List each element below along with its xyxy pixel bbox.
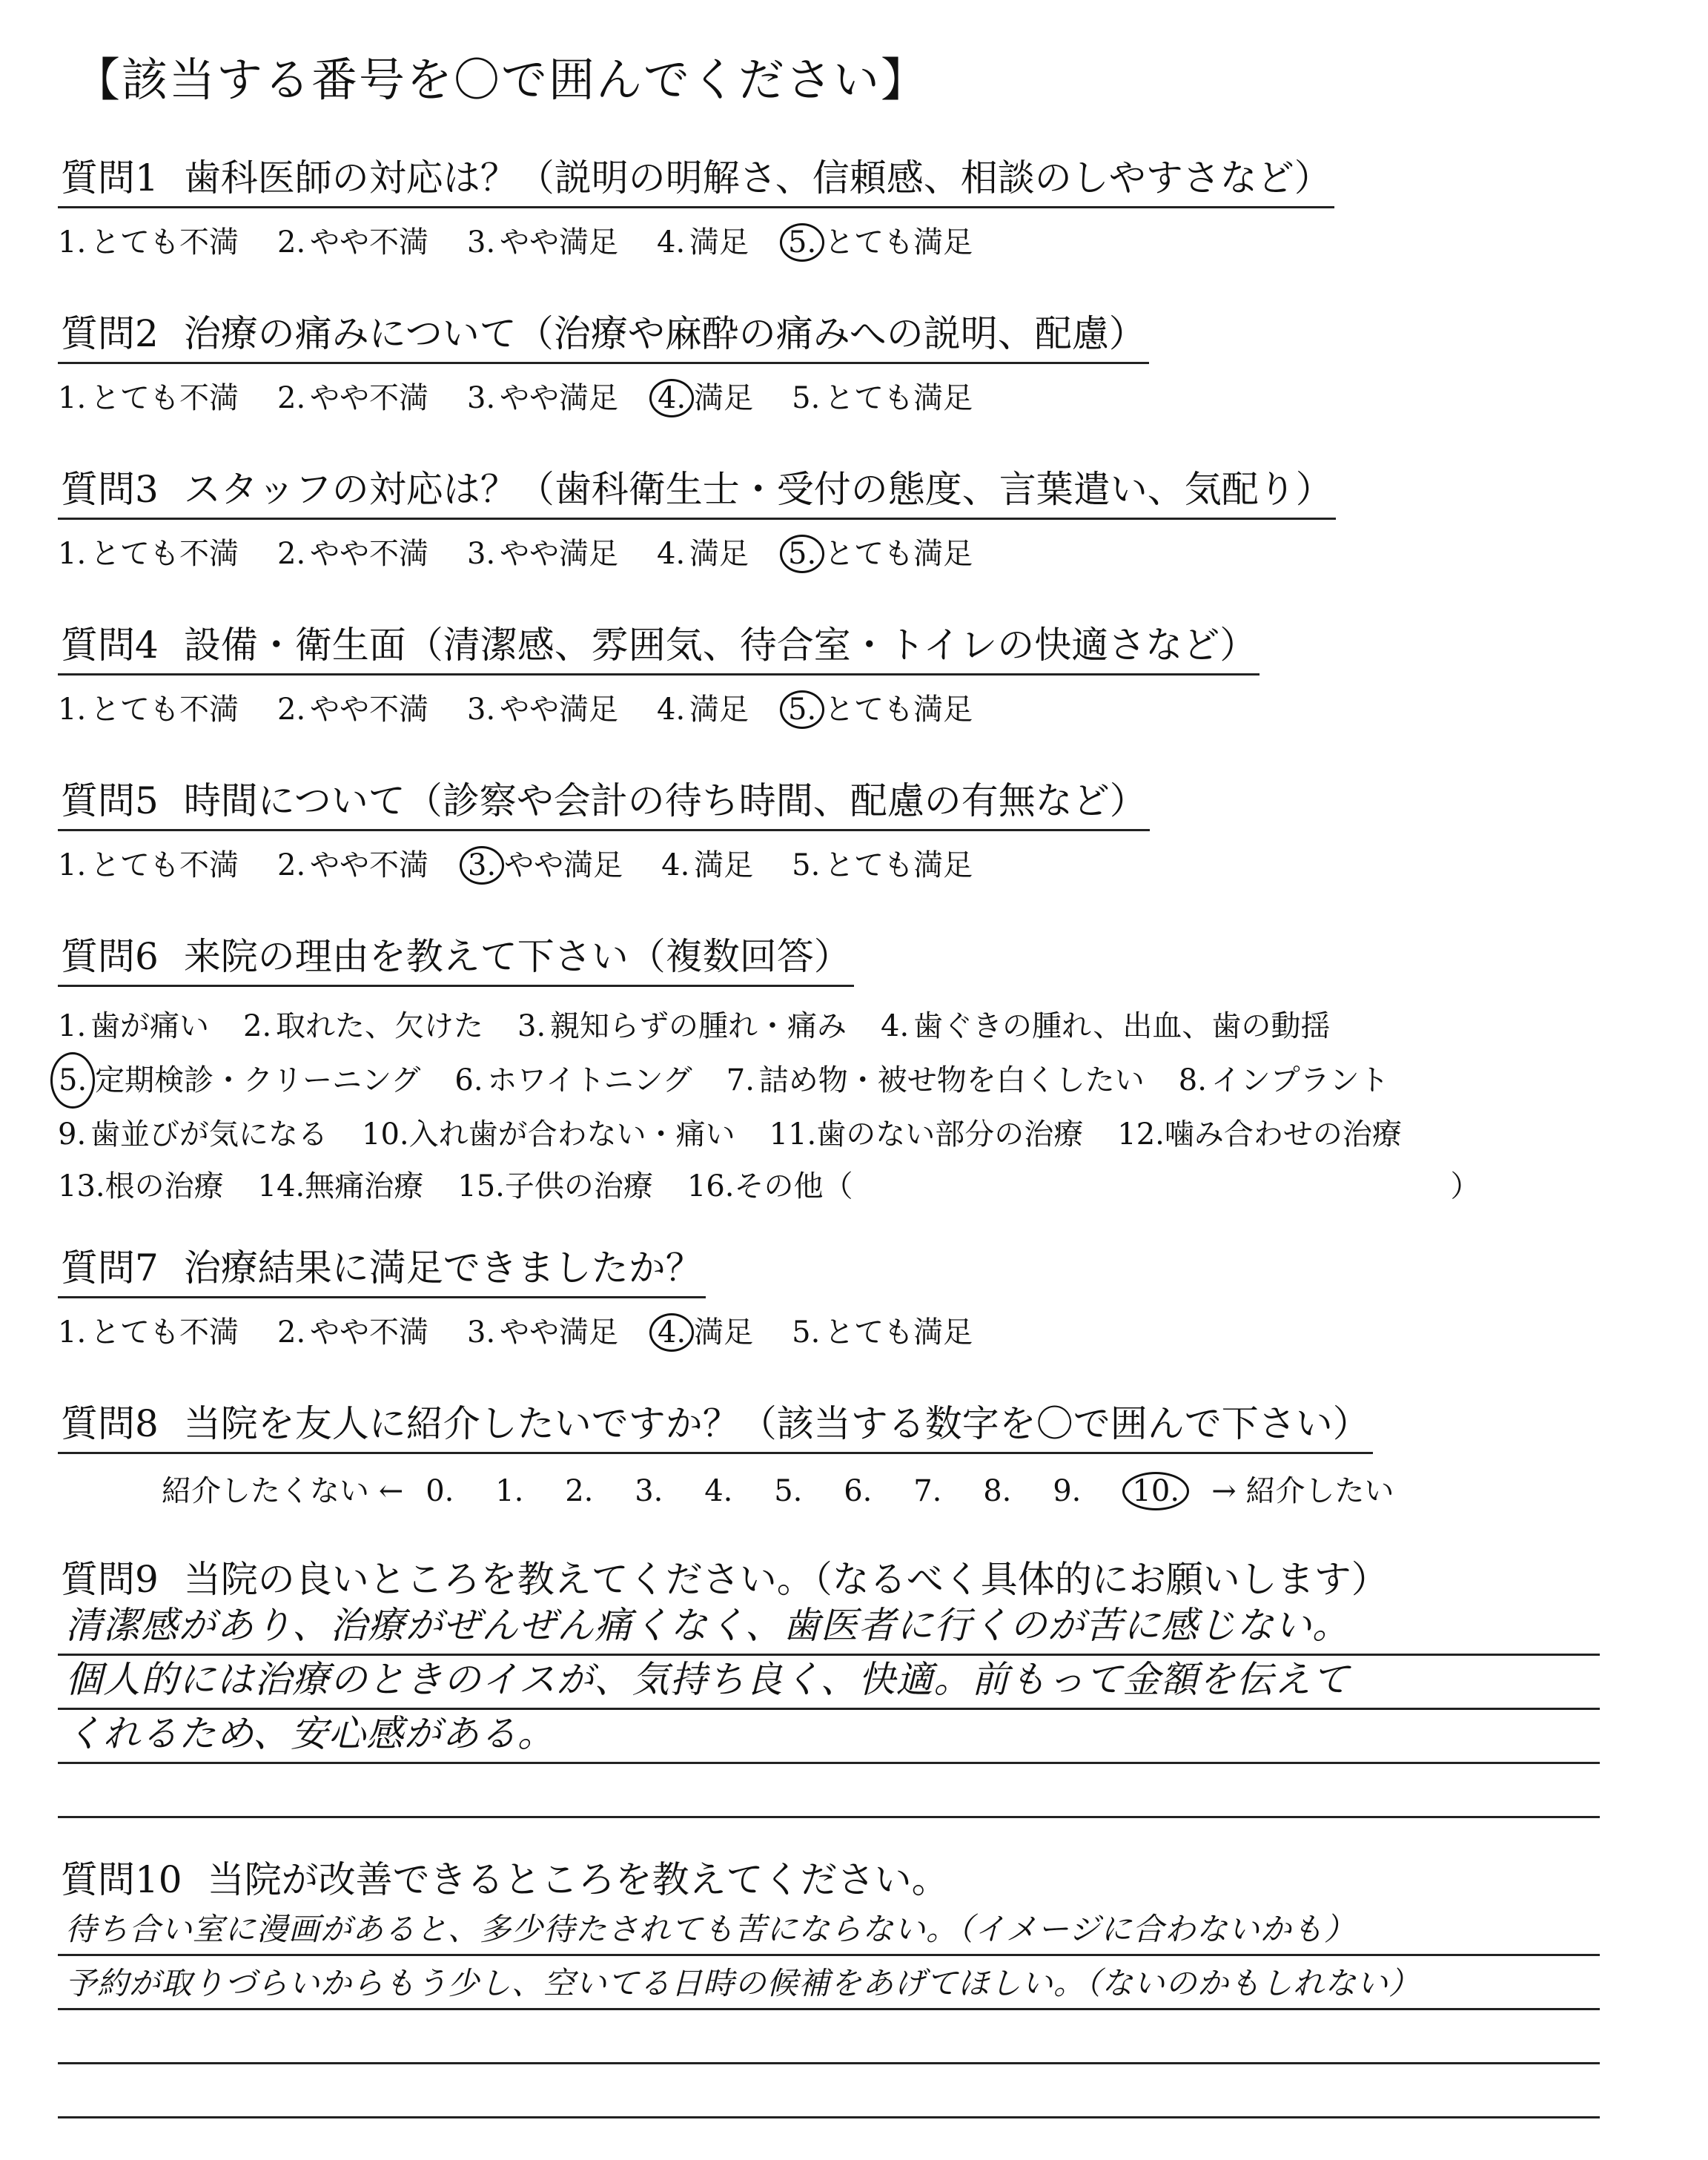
answer-options (58, 219, 1652, 262)
option-number: 7. (726, 1063, 755, 1097)
option-number: 1. (58, 225, 87, 260)
answer-option[interactable] (657, 219, 749, 261)
option-number: 1. (58, 1315, 87, 1350)
option-label: とても満足 (824, 381, 973, 415)
answer-option[interactable] (657, 530, 749, 572)
scale-point[interactable]: 10. (1122, 1472, 1189, 1510)
option-label: その他（ (734, 1169, 853, 1203)
question-text: 当院の良いところを教えてください。（なるべく具体的にお願いします） (183, 1558, 1388, 1601)
question-number: 質問2 (61, 312, 159, 355)
option-label: やや満足 (500, 225, 618, 260)
option-number: 3. (517, 1009, 546, 1043)
handwritten-answer: 清潔感があり、治療がぜんぜん痛くなく、歯医者に行くのが苦に感じない。 (65, 1604, 1350, 1647)
option-label: とても満足 (824, 225, 973, 260)
option-number: 5. (780, 690, 824, 729)
question-text: 治療結果に満足できましたか？ (183, 1246, 703, 1289)
scale-point[interactable]: 4. (704, 1474, 733, 1508)
option-number: 3. (467, 537, 496, 571)
option-number: 2. (277, 693, 306, 727)
answer-option[interactable] (277, 842, 428, 884)
answer-option[interactable] (661, 842, 753, 884)
question-4 (58, 615, 1652, 729)
question-title (58, 148, 1334, 208)
reason-options (58, 1000, 1652, 1212)
option-label: 定期検診・クリーニング (95, 1063, 421, 1097)
page-header: 【該当する番号を〇で囲んでください】 (74, 53, 929, 107)
question-number: 質問4 (61, 624, 159, 667)
reason-option[interactable] (517, 1000, 847, 1052)
handwritten-answer: くれるため、安心感がある。 (65, 1712, 555, 1755)
option-number: 1. (58, 1009, 87, 1043)
option-number: 13. (58, 1169, 105, 1203)
reason-row (58, 1160, 1652, 1212)
answer-options (58, 374, 1652, 417)
q9-answer-lines (58, 1602, 1600, 1818)
answer-option[interactable] (467, 1309, 618, 1351)
option-number: 12. (1117, 1117, 1165, 1152)
option-label: 満足 (689, 225, 749, 260)
answer-option[interactable] (787, 686, 973, 729)
reason-option[interactable] (881, 1000, 1330, 1052)
option-label: やや不満 (310, 225, 428, 260)
reason-option[interactable] (1179, 1054, 1389, 1106)
answer-line[interactable] (58, 1710, 1600, 1764)
option-label: 満足 (689, 693, 749, 727)
handwritten-answer: 待ち合い室に漫画があると、多少待たされても苦にならない。（イメージに合わないかも） (65, 1911, 1356, 1947)
answer-option[interactable] (787, 530, 973, 573)
option-label: インプラント (1211, 1063, 1389, 1097)
reason-option[interactable] (687, 1160, 853, 1212)
question-title (58, 927, 854, 987)
option-label: とても満足 (824, 693, 973, 727)
option-number: 4. (657, 693, 686, 727)
option-number: 5. (792, 1315, 821, 1350)
option-number: 2. (243, 1009, 272, 1043)
other-close-paren: ） (1450, 1169, 1480, 1203)
option-number: 11. (769, 1117, 817, 1152)
option-label: 満足 (689, 537, 749, 571)
option-label: とても不満 (90, 381, 239, 415)
reason-option[interactable] (58, 1052, 420, 1109)
option-number: 2. (277, 1315, 306, 1350)
option-number: 14. (257, 1169, 305, 1203)
option-number: 4. (657, 225, 686, 260)
option-label: やや不満 (310, 1315, 428, 1350)
option-label: とても不満 (90, 848, 239, 882)
answer-option[interactable] (787, 219, 973, 262)
question-5 (58, 771, 1652, 885)
option-label: 親知らずの腫れ・痛み (550, 1009, 847, 1043)
answer-line[interactable] (58, 1902, 1600, 1956)
referral-scale (58, 1467, 1652, 1510)
question-text: 当院が改善できるところを教えてください。 (207, 1858, 949, 1901)
answer-option[interactable] (467, 530, 618, 572)
option-number: 3. (460, 846, 504, 885)
answer-options (58, 686, 1652, 729)
option-number: 2. (277, 225, 306, 260)
answer-line[interactable] (58, 1656, 1600, 1710)
option-number: 5. (780, 535, 824, 573)
option-number: 2. (277, 537, 306, 571)
answer-options (58, 530, 1652, 573)
question-title (58, 1238, 706, 1298)
answer-options (58, 1309, 1652, 1352)
option-label: とても不満 (90, 693, 239, 727)
option-label: とても不満 (90, 537, 239, 571)
option-label: 満足 (694, 1315, 754, 1350)
option-label: 入れ歯が合わない・痛い (408, 1117, 735, 1152)
option-label: 満足 (694, 381, 754, 415)
answer-option[interactable] (792, 842, 973, 884)
question-text: 設備・衛生面（清潔感、雰囲気、待合室・トイレの快適さなど） (183, 624, 1257, 667)
answer-options (58, 842, 1652, 885)
answer-option[interactable] (58, 374, 239, 417)
question-text: 時間について（診察や会計の待ち時間、配慮の有無など） (183, 779, 1147, 822)
question-text: 歯科医師の対応は？（説明の明解さ、信頼感、相談のしやすさなど） (183, 156, 1331, 199)
question-number: 質問3 (61, 468, 159, 511)
option-label: 噛み合わせの治療 (1164, 1117, 1402, 1152)
question-title (58, 615, 1260, 676)
question-number: 質問10 (61, 1858, 182, 1901)
q10-answer-lines (58, 1902, 1600, 2118)
scale-right-label: → 紹介したい (1211, 1474, 1394, 1508)
handwritten-answer: 個人的には治療のときのイスが、気持ち良く、快適。前もって金額を伝えて (65, 1658, 1350, 1701)
option-number: 4. (649, 1313, 694, 1352)
answer-option[interactable] (657, 1309, 753, 1352)
question-title (58, 1850, 952, 1908)
answer-option[interactable] (58, 530, 239, 572)
answer-line[interactable] (58, 1956, 1600, 2010)
option-number: 1. (58, 693, 87, 727)
question-2 (58, 304, 1652, 417)
option-label: とても不満 (90, 1315, 239, 1350)
option-number: 5. (780, 223, 824, 262)
option-label: ホワイトニング (487, 1063, 692, 1097)
option-number: 10. (362, 1117, 409, 1152)
answer-option[interactable] (792, 1309, 973, 1351)
option-label: 歯並びが気になる (90, 1117, 328, 1152)
question-number: 質問1 (61, 156, 159, 199)
option-label: とても満足 (824, 537, 973, 571)
option-label: やや満足 (504, 848, 623, 882)
answer-option[interactable] (467, 374, 618, 417)
question-text: スタッフの対応は？（歯科衛生士・受付の態度、言葉遣い、気配り） (183, 468, 1333, 511)
scale-point[interactable]: 8. (983, 1474, 1012, 1508)
scale-point[interactable]: 9. (1053, 1474, 1082, 1508)
question-8 (58, 1394, 1652, 1510)
question-3 (58, 460, 1652, 573)
answer-option[interactable] (277, 219, 428, 261)
option-label: 無痛治療 (305, 1169, 424, 1203)
reason-row (58, 1109, 1652, 1160)
option-number: 16. (686, 1169, 735, 1203)
option-number: 3. (467, 693, 496, 727)
option-label: とても満足 (824, 848, 973, 882)
question-number: 質問8 (61, 1402, 159, 1445)
option-number: 5. (792, 381, 821, 415)
question-number: 質問7 (61, 1246, 159, 1289)
option-label: やや満足 (500, 381, 618, 415)
answer-option[interactable] (657, 374, 753, 417)
question-text: 来院の理由を教えて下さい（複数回答） (183, 935, 851, 978)
answer-option[interactable] (792, 374, 973, 417)
answer-option[interactable] (277, 530, 428, 572)
question-number: 質問6 (61, 935, 159, 978)
reason-option[interactable] (58, 1000, 209, 1052)
answer-option[interactable] (58, 1309, 239, 1351)
option-label: やや不満 (310, 693, 428, 727)
reason-option[interactable] (58, 1160, 224, 1212)
option-label: 満足 (694, 848, 754, 882)
answer-option[interactable] (467, 686, 618, 728)
question-10 (58, 1850, 1652, 1908)
reason-option[interactable] (1117, 1109, 1402, 1160)
answer-option[interactable] (277, 1309, 428, 1351)
scale-point[interactable]: 0. (426, 1474, 454, 1508)
scale-point[interactable]: 3. (635, 1474, 663, 1508)
question-text: 治療の痛みについて（治療や麻酔の痛みへの説明、配慮） (183, 312, 1146, 355)
reason-row (58, 1000, 1652, 1052)
option-number: 4. (881, 1009, 910, 1043)
answer-option[interactable] (467, 842, 623, 885)
option-label: やや満足 (500, 693, 618, 727)
option-label: 取れた、欠けた (276, 1009, 483, 1043)
option-number: 3. (467, 1315, 496, 1350)
option-number: 1. (58, 848, 87, 882)
scale-point[interactable]: 2. (565, 1474, 594, 1508)
question-6 (58, 927, 1652, 1212)
answer-option[interactable] (277, 374, 428, 417)
option-number: 5. (792, 848, 821, 882)
option-number: 4. (657, 537, 686, 571)
answer-option[interactable] (58, 842, 239, 884)
option-number: 8. (1178, 1063, 1207, 1097)
option-number: 9. (58, 1117, 87, 1152)
option-number: 2. (277, 848, 306, 882)
scale-point[interactable]: 1. (495, 1474, 524, 1508)
option-label: とても不満 (90, 225, 239, 260)
question-title (58, 304, 1149, 364)
option-number: 2. (277, 381, 306, 415)
option-number: 3. (467, 381, 496, 415)
option-label: 根の治療 (105, 1169, 224, 1203)
reason-option[interactable] (258, 1160, 424, 1212)
question-number: 質問5 (61, 779, 159, 822)
answer-line[interactable] (58, 2064, 1600, 2118)
option-number: 3. (467, 225, 496, 260)
option-number: 6. (454, 1063, 483, 1097)
option-number: 15. (457, 1169, 505, 1203)
question-title (58, 1394, 1373, 1454)
option-label: やや不満 (310, 537, 428, 571)
answer-option[interactable] (58, 686, 239, 728)
question-1 (58, 148, 1652, 262)
answer-option[interactable] (277, 686, 428, 728)
option-number: 4. (649, 379, 694, 417)
question-text: 当院を友人に紹介したいですか？（該当する数字を〇で囲んで下さい） (183, 1402, 1370, 1445)
option-label: やや満足 (500, 1315, 618, 1350)
option-label: やや満足 (500, 537, 618, 571)
reason-option[interactable] (58, 1109, 328, 1160)
question-number: 質問9 (61, 1558, 159, 1601)
answer-option[interactable] (657, 686, 749, 728)
scale-left-label: 紹介したくない ← (162, 1474, 404, 1508)
reason-option[interactable] (243, 1000, 483, 1052)
option-number: 5. (50, 1052, 95, 1109)
reason-row (58, 1052, 1652, 1109)
scale-point[interactable]: 7. (913, 1474, 942, 1508)
option-label: 歯ぐきの腫れ、出血、歯の動揺 (913, 1009, 1331, 1043)
option-number: 4. (661, 848, 690, 882)
scale-point[interactable]: 5. (774, 1474, 803, 1508)
option-label: 詰め物・被せ物を白くしたい (758, 1063, 1145, 1097)
answer-option[interactable] (58, 219, 239, 261)
option-number: 1. (58, 381, 87, 415)
option-label: 歯が痛い (90, 1009, 209, 1043)
answer-line[interactable] (58, 1602, 1600, 1656)
reason-option[interactable] (454, 1054, 692, 1106)
question-title (58, 460, 1336, 520)
reason-option[interactable] (362, 1109, 735, 1160)
question-7 (58, 1238, 1652, 1352)
reason-option[interactable] (769, 1109, 1084, 1160)
scale-point[interactable]: 6. (844, 1474, 873, 1508)
question-title (58, 771, 1150, 831)
option-label: 歯のない部分の治療 (816, 1117, 1084, 1152)
option-label: やや不満 (310, 381, 428, 415)
answer-line[interactable] (58, 2010, 1600, 2064)
option-number: 1. (58, 537, 87, 571)
option-label: 子供の治療 (504, 1169, 653, 1203)
option-label: とても満足 (824, 1315, 973, 1350)
reason-option[interactable] (457, 1160, 653, 1212)
answer-line[interactable] (58, 1764, 1600, 1818)
answer-option[interactable] (467, 219, 618, 261)
reason-option[interactable] (726, 1054, 1145, 1106)
handwritten-answer: 予約が取りづらいからもう少し、空いてる日時の候補をあげてほしい。（ないのかもしれない） (65, 1965, 1421, 2001)
option-label: やや不満 (310, 848, 428, 882)
